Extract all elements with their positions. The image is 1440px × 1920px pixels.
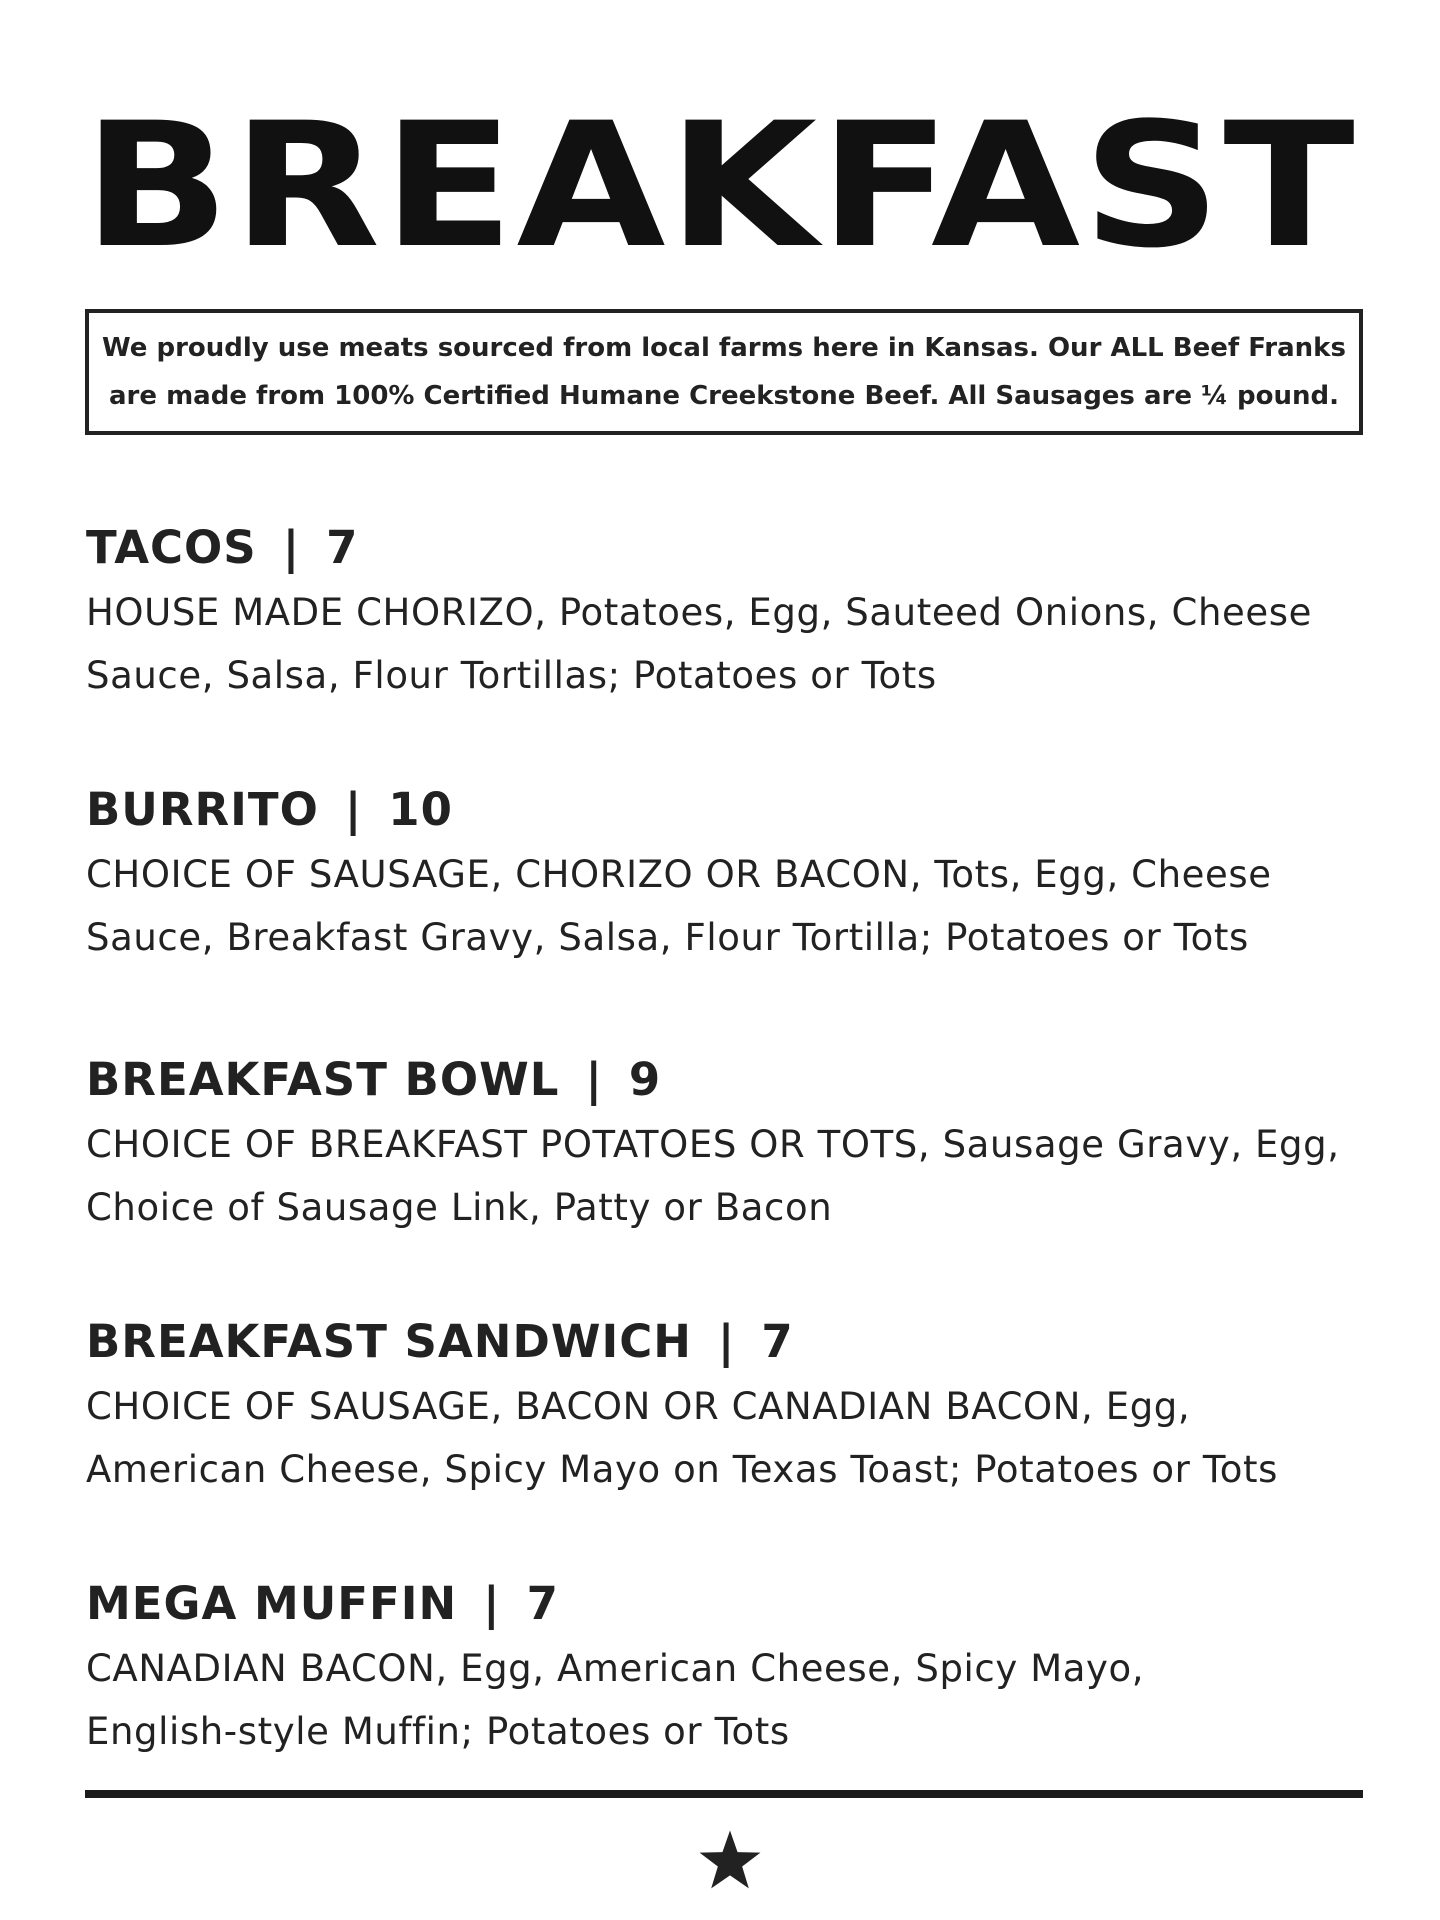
price-separator: |: [344, 783, 363, 836]
description-line: CANADIAN BACON, Egg, American Cheese, Spicy Mayo,: [86, 1647, 1145, 1690]
description-line: Sauce, Salsa, Flour Tortillas; Potatoes or Tots: [86, 654, 937, 697]
menu-item-description: [86, 1375, 1376, 1501]
menu-item-burrito: [86, 781, 1376, 969]
menu-item-heading: [86, 1313, 1376, 1371]
price-separator: |: [585, 1053, 603, 1106]
menu-item-breakfast-bowl: [86, 1051, 1376, 1239]
menu-item-heading: [86, 781, 1376, 839]
notice-line-1: We proudly use meats sourced from local farms here in Kansas. Our ALL Beef Franks: [102, 333, 1346, 363]
menu-item-tacos: [86, 519, 1376, 707]
notice-line-2: are made from 100% Certified Humane Creekstone Beef. All Sausages are ¼ pound.: [109, 381, 1339, 411]
description-line: CHOICE OF BREAKFAST POTATOES OR TOTS, Sausage Gravy, Egg,: [86, 1123, 1340, 1166]
menu-item-breakfast-sandwich: [86, 1313, 1376, 1501]
menu-item-name: MEGA MUFFIN: [86, 1577, 458, 1630]
description-line: English-style Muffin; Potatoes or Tots: [86, 1710, 790, 1753]
price-separator: |: [483, 1577, 501, 1630]
sourcing-notice-box: [85, 309, 1363, 435]
menu-item-price: 9: [628, 1053, 662, 1106]
menu-item-name: TACOS: [86, 521, 257, 574]
menu-item-heading: [86, 1051, 1376, 1109]
menu-item-price: 10: [388, 783, 453, 836]
menu-item-name: BURRITO: [86, 783, 319, 836]
description-line: HOUSE MADE CHORIZO, Potatoes, Egg, Sauteed Onions, Cheese: [86, 591, 1312, 634]
menu-item-description: [86, 1113, 1376, 1239]
description-line: American Cheese, Spicy Mayo on Texas Toast; Potatoes or Tots: [86, 1448, 1278, 1491]
price-separator: |: [282, 521, 301, 574]
menu-item-heading: [86, 519, 1376, 577]
menu-item-price: 7: [526, 1577, 559, 1630]
menu-item-description: [86, 843, 1376, 969]
menu-item-price: 7: [761, 1315, 794, 1368]
menu-item-name: BREAKFAST BOWL: [86, 1053, 560, 1106]
menu-item-price: 7: [326, 521, 359, 574]
menu-item-description: [86, 581, 1376, 707]
menu-item-heading: [86, 1575, 1376, 1633]
menu-item-mega-muffin: [86, 1575, 1376, 1763]
menu-title: BREAKFAST: [82, 85, 1358, 286]
description-line: CHOICE OF SAUSAGE, CHORIZO OR BACON, Tots, Egg, Cheese: [86, 853, 1272, 896]
menu-item-name: BREAKFAST SANDWICH: [86, 1315, 692, 1368]
description-line: Sauce, Breakfast Gravy, Salsa, Flour Tortilla; Potatoes or Tots: [86, 916, 1249, 959]
price-separator: |: [717, 1315, 736, 1368]
description-line: Choice of Sausage Link, Patty or Bacon: [86, 1186, 833, 1229]
footer-divider: [85, 1790, 1363, 1798]
star-icon: [698, 1828, 762, 1892]
description-line: CHOICE OF SAUSAGE, BACON OR CANADIAN BACON, Egg,: [86, 1385, 1191, 1428]
menu-item-description: [86, 1637, 1376, 1763]
